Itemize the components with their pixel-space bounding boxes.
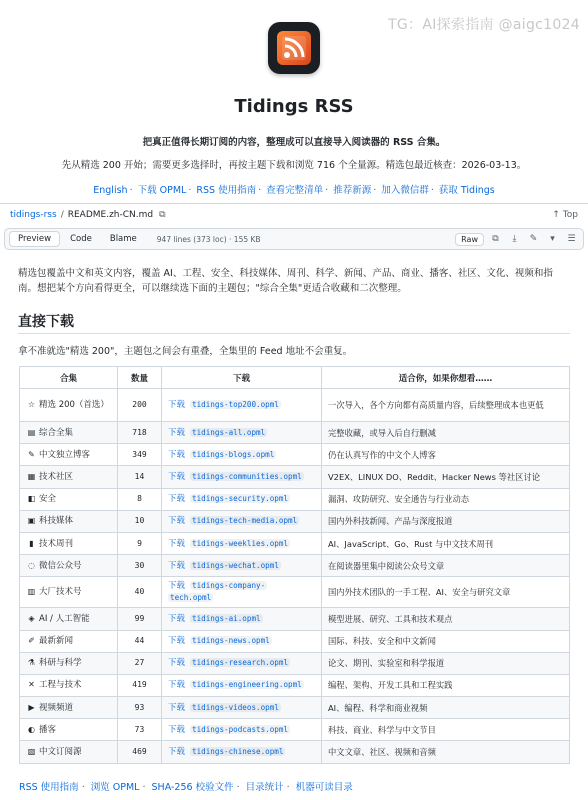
code-icon: ▦ [27, 471, 36, 481]
watermark: TG：AI探索指南 @aigc1024 [388, 17, 580, 33]
opml-file-link[interactable]: tidings-communities.opml [192, 471, 302, 481]
count-cell: 73 [118, 719, 162, 741]
section-divider [18, 333, 570, 334]
collection-cell [20, 532, 118, 554]
collection-cell [20, 652, 118, 674]
tv-icon: ▣ [27, 516, 36, 526]
download-link[interactable]: 下载 [168, 400, 186, 410]
download-link[interactable]: 下载 [168, 747, 186, 758]
top-button[interactable]: ↑ Top [552, 209, 578, 220]
download-cell [162, 652, 322, 674]
collection-cell [20, 608, 118, 630]
edit-icon[interactable]: ✎ [529, 234, 538, 244]
document-icon: ▧ [27, 747, 36, 757]
table-row [20, 510, 570, 532]
nav-link-full-list[interactable]: 查看完整清单 [266, 185, 324, 196]
collection-cell [20, 674, 118, 696]
collection-cell [20, 630, 118, 652]
opml-file-link[interactable]: tidings-all.opml [192, 427, 266, 437]
opml-file-link[interactable]: tidings-research.opml [192, 658, 289, 668]
table-row [20, 630, 570, 652]
description-cell: AI、编程、科学和商业视频 [322, 697, 570, 719]
download-cell [162, 555, 322, 577]
table-row [20, 422, 570, 444]
books-icon: ▤ [27, 427, 36, 437]
pen-icon: ✎ [28, 449, 35, 459]
copy-path-icon[interactable]: ⧉ [159, 209, 166, 220]
download-link[interactable]: 下载 [168, 560, 186, 571]
download-cell [162, 630, 322, 652]
chevron-down-icon[interactable]: ▾ [550, 234, 555, 244]
download-cell [162, 466, 322, 488]
download-link[interactable]: 下载 [168, 680, 186, 691]
description-cell: 在阅读器里集中阅读公众号文章 [322, 555, 570, 577]
tagline: 把真正值得长期订阅的内容，整理成可以直接导入阅读器的 RSS 合集。 [142, 137, 446, 148]
download-link[interactable]: 下载 [168, 581, 186, 592]
table-row [20, 577, 570, 608]
download-cell [162, 608, 322, 630]
count-cell: 27 [118, 652, 162, 674]
count-cell: 93 [118, 697, 162, 719]
description-cell: 漏洞、攻防研究、安全通告与行业动态 [322, 488, 570, 510]
collection-name: 微信公众号 [39, 560, 82, 571]
collection-cell [20, 422, 118, 444]
table-row [20, 652, 570, 674]
section-title: 直接下载 [18, 314, 74, 330]
news-icon: ✐ [28, 636, 35, 646]
download-cell [162, 674, 322, 696]
collection-name: 最新新闻 [39, 636, 74, 647]
collection-cell [20, 577, 118, 608]
outline-list-icon[interactable]: ☰ [567, 234, 576, 244]
collection-name: 播客 [39, 724, 57, 735]
collection-name: AI / 人工智能 [39, 613, 90, 624]
headphone-icon: ◐ [28, 724, 35, 734]
collection-cell [20, 510, 118, 532]
opml-file-link-continued[interactable]: tech.opml [170, 593, 212, 603]
subtitle: 先从精选 200 开始；需要更多选择时，再按主题下载和浏览 716 个全量源。精选包最近核查：2026-03-13。 [61, 160, 527, 171]
count-cell: 99 [118, 608, 162, 630]
robot-icon: ◈ [28, 613, 35, 623]
intro-paragraph: 精选包覆盖中文和英文内容，覆盖 AI、工程、安全、科技媒体、周刊、科学、新闻、产品、商业、播客、社区、文化、视频和指南。想把某个方向看得更全，可以继续选下面的主题包；"综合全集"更适合收藏和二次整理。 [18, 268, 553, 294]
count-cell: 8 [118, 488, 162, 510]
section-description: 拿不准就选"精选 200"，主题包之间会有重叠，全集里的 Feed 地址不会重复。 [18, 346, 353, 357]
description-cell: 编程、架构、开发工具和工程实践 [322, 674, 570, 696]
building-icon: ▥ [27, 587, 36, 597]
table-row [20, 674, 570, 696]
header-count: 数量 [118, 367, 162, 389]
download-table [19, 366, 570, 764]
description-cell: 模型进展、研究、工具和技术观点 [322, 608, 570, 630]
collection-name: 大厂技术号 [39, 587, 82, 598]
download-cell [162, 697, 322, 719]
description-cell: 仍在认真写作的中文个人博客 [322, 444, 570, 466]
collection-name: 工程与技术 [39, 680, 82, 691]
download-link[interactable]: 下载 [168, 636, 186, 647]
download-link[interactable]: 下载 [168, 516, 186, 527]
collection-name: 技术社区 [39, 471, 74, 482]
description-cell: 完整收藏，或导入后自行删减 [322, 422, 570, 444]
chat-icon: ◌ [28, 560, 35, 570]
opml-file-link[interactable]: tidings-company- [192, 581, 266, 591]
footer-link-stats[interactable]: 目录统计 [245, 782, 284, 793]
collection-cell [20, 697, 118, 719]
download-cell [162, 510, 322, 532]
table-row [20, 466, 570, 488]
nav-link-wechat-group[interactable]: 加入微信群 [381, 185, 429, 196]
collection-name: 中文独立博客 [39, 449, 91, 460]
star-icon: ☆ [27, 400, 36, 409]
download-link[interactable]: 下载 [168, 538, 186, 549]
collection-name: 视频频道 [39, 702, 74, 713]
table-row [20, 488, 570, 510]
download-cell [162, 422, 322, 444]
count-cell: 349 [118, 444, 162, 466]
description-cell: 一次导入，各个方向都有高质量内容，后续整理成本也更低 [322, 389, 570, 422]
nav-link-get-tidings[interactable]: 获取 Tidings [438, 185, 495, 196]
download-link[interactable]: 下载 [168, 658, 186, 669]
download-cell [162, 719, 322, 741]
opml-file-link[interactable]: tidings-ai.opml [192, 613, 261, 623]
opml-file-link[interactable]: tidings-blogs.opml [192, 449, 275, 459]
collection-cell [20, 466, 118, 488]
breadcrumb-separator: / [60, 209, 64, 220]
count-cell: 44 [118, 630, 162, 652]
tools-icon: ✕ [28, 680, 35, 690]
download-cell [162, 389, 322, 422]
opml-file-link[interactable]: tidings-videos.opml [192, 702, 279, 712]
description-cell: 科技、商业、科学与中文节目 [322, 719, 570, 741]
nav-link-rss-guide[interactable]: RSS 使用指南 [196, 185, 257, 196]
page-title: Tidings RSS [234, 96, 354, 117]
table-row [20, 741, 570, 763]
nav-links: English · 下载 OPML · RSS 使用指南 · 查看完整清单 · 推荐新源 · 加入微信群 · 获取 Tidings [93, 185, 495, 196]
footer-link-sha256[interactable]: SHA-256 校验文件 [151, 782, 234, 793]
footer-link-browse-opml[interactable]: 浏览 OPML [90, 782, 140, 793]
opml-file-link[interactable]: tidings-tech-media.opml [192, 516, 298, 526]
collection-cell [20, 719, 118, 741]
opml-file-link[interactable]: tidings-engineering.opml [192, 680, 302, 690]
download-cell [162, 577, 322, 608]
download-link[interactable]: 下载 [168, 724, 186, 735]
download-link[interactable]: 下载 [168, 471, 186, 482]
collection-name: 科技媒体 [39, 516, 74, 527]
download-link[interactable]: 下载 [168, 702, 186, 713]
lock-icon: ◧ [27, 494, 36, 504]
tab-preview[interactable]: Preview [9, 231, 60, 247]
footer-links: RSS 使用指南 · 浏览 OPML · SHA-256 校验文件 · 目录统计 · 机器可读目录 [19, 782, 353, 793]
download-link[interactable]: 下载 [168, 427, 186, 438]
table-row [20, 444, 570, 466]
download-cell [162, 488, 322, 510]
collection-name: 中文订阅源 [39, 747, 82, 758]
collection-name: 技术周刊 [39, 538, 74, 549]
copy-icon[interactable]: ⧉ [492, 234, 499, 244]
collection-name: 科研与科学 [39, 658, 82, 669]
opml-file-link[interactable]: tidings-security.opml [192, 494, 289, 504]
collection-name: 精选 200（首选） [39, 400, 109, 410]
count-cell: 14 [118, 466, 162, 488]
download-link[interactable]: 下载 [168, 613, 186, 624]
header-collection: 合集 [20, 367, 118, 389]
app-logo [268, 22, 320, 74]
flask-icon: ⚗ [27, 658, 36, 668]
table-row [20, 697, 570, 719]
raw-button[interactable]: Raw [455, 233, 484, 246]
nav-link-english[interactable]: English [93, 185, 128, 196]
collection-cell [20, 488, 118, 510]
file-info: 947 lines (373 loc) · 155 KB [156, 234, 261, 244]
nav-link-download-opml[interactable]: 下载 OPML [137, 185, 187, 196]
table-row [20, 608, 570, 630]
count-cell: 469 [118, 741, 162, 763]
count-cell: 30 [118, 555, 162, 577]
file-toolbar [4, 228, 584, 250]
download-link[interactable]: 下载 [168, 494, 186, 505]
download-cell [162, 532, 322, 554]
opml-file-link[interactable]: tidings-weeklies.opml [192, 538, 289, 548]
opml-file-link[interactable]: tidings-podcasts.opml [192, 724, 289, 734]
table-header-row [20, 367, 570, 389]
collection-cell [20, 444, 118, 466]
download-icon[interactable]: ⤓ [512, 234, 517, 244]
bookmark-icon: ▮ [29, 538, 34, 548]
download-cell [162, 444, 322, 466]
collection-cell [20, 555, 118, 577]
download-link[interactable]: 下载 [168, 449, 186, 460]
table-row [20, 719, 570, 741]
nav-link-recommend[interactable]: 推荐新源 [333, 185, 372, 196]
footer-link-machine-readable[interactable]: 机器可读目录 [295, 782, 353, 793]
count-cell: 40 [118, 577, 162, 608]
count-cell: 718 [118, 422, 162, 444]
video-icon: ▶ [28, 702, 35, 712]
opml-file-link[interactable]: tidings-top200.opml [192, 400, 279, 409]
description-cell: 国内外技术团队的一手工程、AI、安全与研究文章 [322, 577, 570, 608]
description-cell: V2EX、LINUX DO、Reddit、Hacker News 等社区讨论 [322, 466, 570, 488]
table-row [20, 389, 570, 422]
tab-code[interactable]: Code [70, 234, 92, 244]
opml-file-link[interactable]: tidings-news.opml [192, 636, 270, 646]
collection-cell [20, 389, 118, 422]
file-name: README.zh-CN.md [67, 209, 154, 220]
count-cell: 10 [118, 510, 162, 532]
opml-file-link[interactable]: tidings-wechat.opml [192, 560, 279, 570]
file-header [0, 203, 588, 225]
description-cell: AI、JavaScript、Go、Rust 与中文技术周刊 [322, 532, 570, 554]
description-cell: 国际、科技、安全和中文新闻 [322, 630, 570, 652]
collection-name: 综合全集 [39, 427, 74, 438]
count-cell: 200 [118, 389, 162, 422]
count-cell: 419 [118, 674, 162, 696]
description-cell: 中文文章、社区、视频和音频 [322, 741, 570, 763]
download-cell [162, 741, 322, 763]
header-suitable: 适合你，如果你想看…… [322, 367, 570, 389]
description-cell: 国内外科技新闻、产品与深度报道 [322, 510, 570, 532]
count-cell: 9 [118, 532, 162, 554]
table-row [20, 555, 570, 577]
footer-link-rss-guide[interactable]: RSS 使用指南 [19, 782, 79, 793]
repo-link[interactable]: tidings-rss [10, 209, 57, 220]
description-cell: 论文、期刊、实验室和科学报道 [322, 652, 570, 674]
header-download: 下载 [162, 367, 322, 389]
collection-cell [20, 741, 118, 763]
table-row [20, 532, 570, 554]
tab-blame[interactable]: Blame [109, 234, 137, 244]
opml-file-link[interactable]: tidings-chinese.opml [192, 747, 284, 757]
collection-name: 安全 [39, 494, 57, 505]
